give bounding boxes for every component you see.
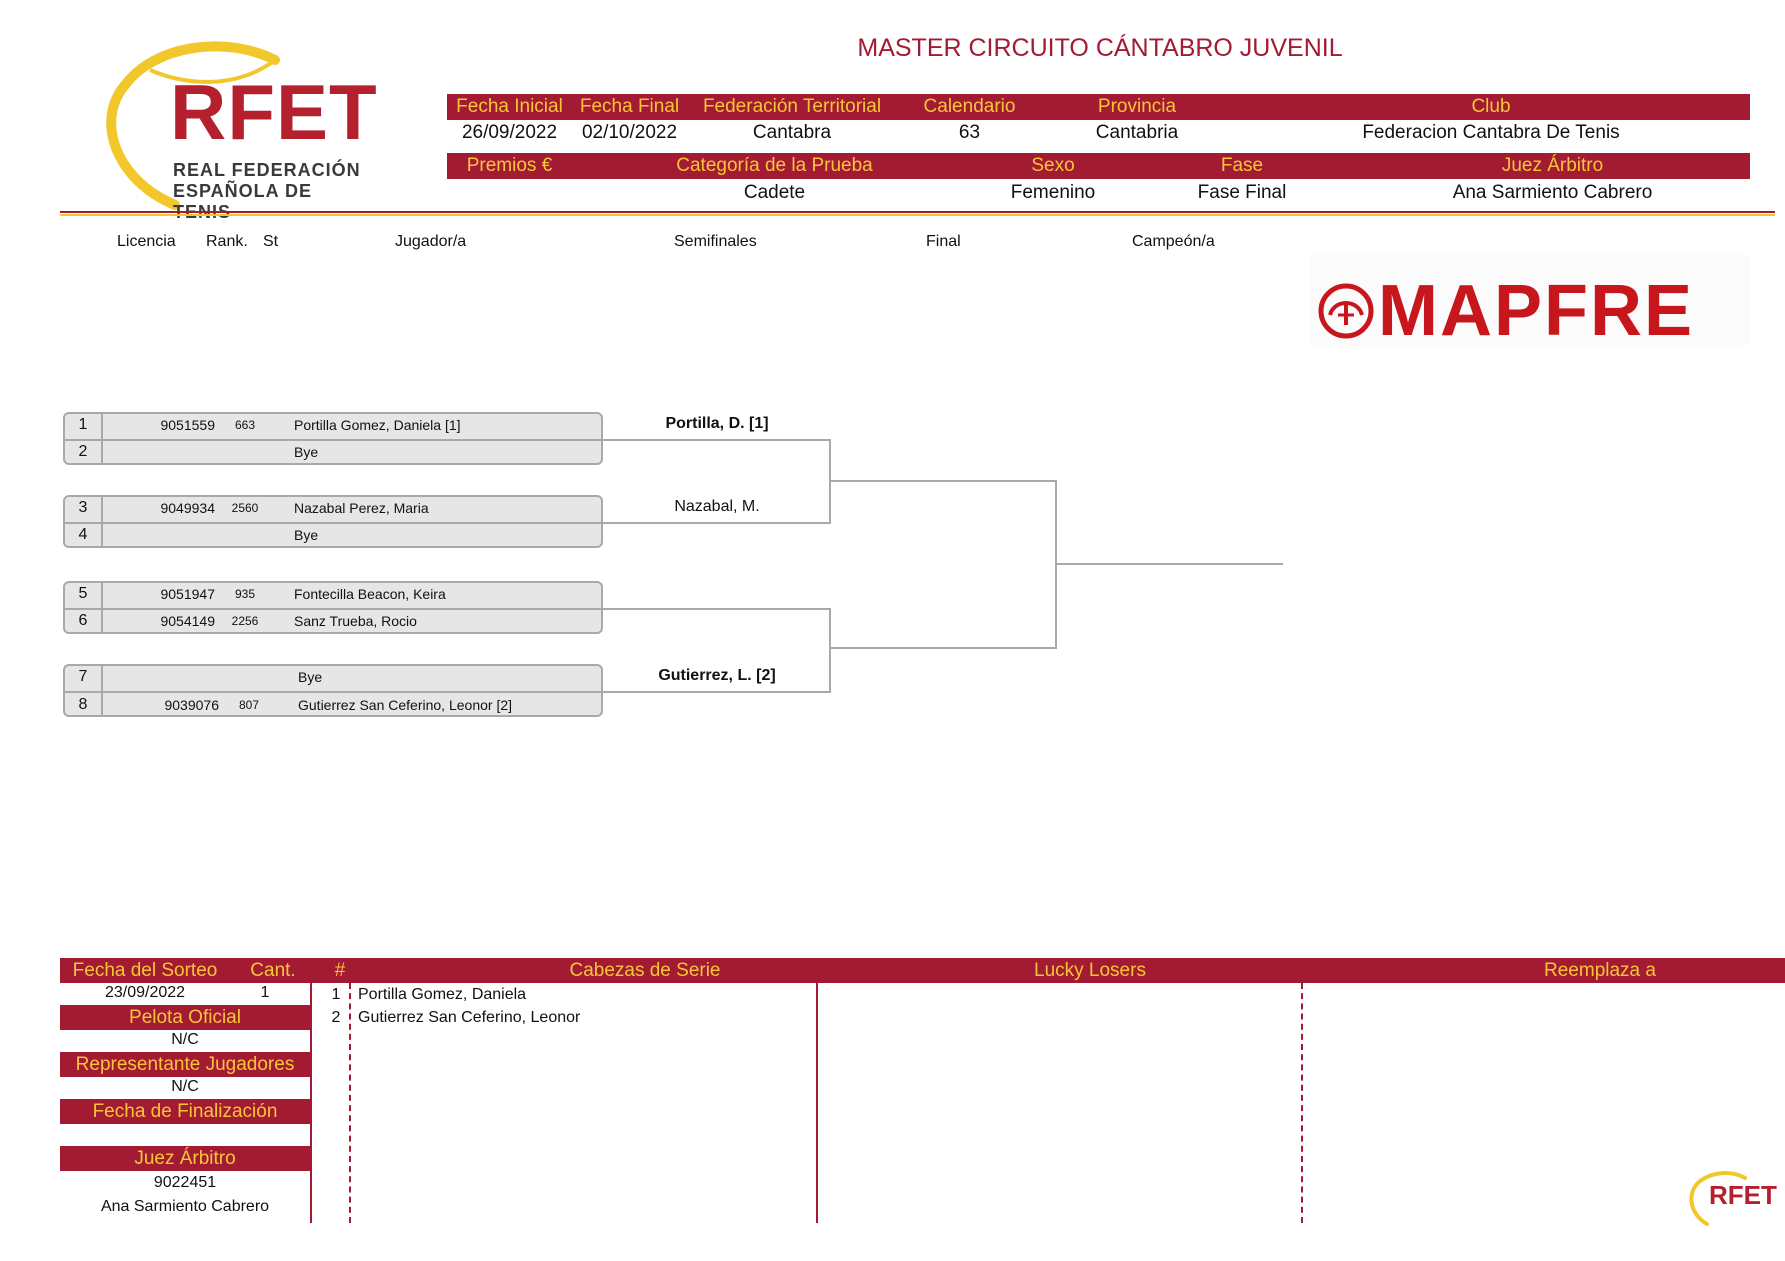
bracket-line xyxy=(603,608,831,610)
label-reemplaza: Reemplaza a xyxy=(1544,960,1656,981)
draw-rank: 2560 xyxy=(231,501,259,515)
draw-rank: 2256 xyxy=(231,614,259,628)
value-premios xyxy=(447,180,572,206)
bracket-line xyxy=(603,439,831,441)
draw-row xyxy=(63,609,603,633)
draw-licencia: 9051559 xyxy=(160,417,215,433)
header-row1-bar xyxy=(447,94,1750,120)
label-provincia: Provincia xyxy=(1097,96,1177,117)
mapfre-logo xyxy=(1310,255,1750,351)
bracket-line xyxy=(829,647,1057,649)
draw-num: 2 xyxy=(78,443,88,460)
rfet-line1: REAL FEDERACIÓN xyxy=(173,160,361,180)
value-club: Federacion Cantabra De Tenis xyxy=(1362,122,1620,143)
value-pelota: N/C xyxy=(171,1031,199,1048)
rfet-small-letters: RFET xyxy=(1709,1180,1777,1210)
draw-row xyxy=(63,496,603,520)
page-title: MASTER CIRCUITO CÁNTABRO JUVENIL xyxy=(857,34,1343,62)
header-row2-values xyxy=(447,180,1750,208)
value-representante: N/C xyxy=(171,1078,199,1095)
rfet-line2: ESPAÑOLA DE xyxy=(173,181,313,201)
label-federacion: Federación Territorial xyxy=(702,96,882,117)
value-fecha-final: 02/10/2022 xyxy=(581,122,678,143)
draw-row xyxy=(63,523,603,547)
draw-licencia: 9049934 xyxy=(160,500,215,516)
value-juez: Ana Sarmiento Cabrero xyxy=(1452,182,1653,203)
label-cant: Cant. xyxy=(250,960,296,981)
bracket-line xyxy=(603,691,831,693)
draw-num: 4 xyxy=(78,526,88,543)
draw-player-name: Bye xyxy=(294,527,319,543)
bracket-line xyxy=(829,480,1057,482)
draw-num: 7 xyxy=(78,668,88,685)
value-provincia: Cantabria xyxy=(1095,122,1179,143)
label-sexo: Sexo xyxy=(1031,155,1075,176)
label-hash: # xyxy=(334,960,346,981)
bottom-sep-mid xyxy=(816,983,818,1223)
value-calendario: 63 xyxy=(958,122,981,143)
rfet-small-logo xyxy=(1685,1168,1775,1228)
value-categoria: Cadete xyxy=(743,182,806,203)
col-semifinales: Semifinales xyxy=(674,233,757,250)
draw-rank: 663 xyxy=(234,418,256,432)
draw-rank: 807 xyxy=(238,698,260,712)
draw-player-name: Bye xyxy=(294,444,319,460)
draw-row xyxy=(63,582,603,606)
header-row1-values xyxy=(447,120,1750,148)
draw-player-name: Nazabal Perez, Maria xyxy=(294,500,429,516)
label-fase: Fase xyxy=(1220,155,1264,176)
draw-rank: 935 xyxy=(234,587,256,601)
col-jugador: Jugador/a xyxy=(395,233,467,250)
draw-row xyxy=(63,413,603,437)
draw-player-name: Fontecilla Beacon, Keira xyxy=(294,586,446,602)
seed-name: Portilla Gomez, Daniela xyxy=(358,986,527,1003)
col-campeon: Campeón/a xyxy=(1132,233,1215,250)
label-cabezas: Cabezas de Serie xyxy=(569,960,721,981)
label-representante: Representante Jugadores xyxy=(60,1052,310,1077)
label-fecha-final: Fecha Final xyxy=(579,96,680,117)
label-fecha-inicial: Fecha Inicial xyxy=(456,96,563,117)
seed-name: Gutierrez San Ceferino, Leonor xyxy=(358,1009,581,1026)
value-fecha-sorteo: 23/09/2022 xyxy=(104,984,186,1001)
draw-num: 1 xyxy=(78,416,88,433)
label-premios: Premios € xyxy=(466,155,553,176)
semifinal-player: Nazabal, M. xyxy=(674,498,760,515)
draw-licencia: 9039076 xyxy=(164,697,219,713)
draw-player-name: Gutierrez San Ceferino, Leonor [2] xyxy=(298,697,513,713)
label-categoria: Categoría de la Prueba xyxy=(676,155,873,176)
mapfre-emblem-icon xyxy=(1316,281,1376,341)
value-federacion: Cantabra xyxy=(752,122,832,143)
draw-row xyxy=(63,440,603,464)
draw-num: 6 xyxy=(78,612,88,629)
draw-player-name: Portilla Gomez, Daniela [1] xyxy=(294,417,461,433)
bracket-line xyxy=(829,608,831,693)
value-juez-name: Ana Sarmiento Cabrero xyxy=(100,1198,270,1215)
bottom-header-bar xyxy=(60,958,1785,983)
draw-row xyxy=(63,665,603,689)
semifinal-player: Portilla, D. [1] xyxy=(665,415,769,432)
value-fecha-inicial: 26/09/2022 xyxy=(461,122,558,143)
label-juez-bottom: Juez Árbitro xyxy=(60,1146,310,1171)
draw-player-name: Sanz Trueba, Rocio xyxy=(294,613,417,629)
col-licencia: Licencia xyxy=(117,233,176,250)
label-fecha-sorteo: Fecha del Sorteo xyxy=(72,960,218,981)
rfet-logo xyxy=(95,30,378,210)
col-rank: Rank. xyxy=(206,233,248,250)
label-lucky: Lucky Losers xyxy=(1034,960,1146,981)
label-juez: Juez Árbitro xyxy=(1501,155,1604,176)
label-calendario: Calendario xyxy=(923,96,1016,117)
header-separator-maroon xyxy=(60,211,1775,213)
draw-player-name: Bye xyxy=(298,669,323,685)
seed-num: 2 xyxy=(331,1009,341,1026)
bracket-line xyxy=(603,522,831,524)
draw-num: 5 xyxy=(78,585,88,602)
col-final: Final xyxy=(926,233,961,250)
draw-num: 3 xyxy=(78,499,88,516)
draw-row xyxy=(63,693,603,717)
label-finalizacion: Fecha de Finalización xyxy=(60,1099,310,1124)
draw-num: 8 xyxy=(78,696,88,713)
rfet-letters: RFET xyxy=(170,68,378,156)
value-fase: Fase Final xyxy=(1197,182,1287,203)
mapfre-text: MAPFRE xyxy=(1378,271,1694,351)
col-st: St xyxy=(263,233,279,250)
bottom-sep-left xyxy=(310,983,312,1223)
header-separator-gold xyxy=(60,214,1775,216)
seed-num: 1 xyxy=(331,986,341,1003)
label-pelota: Pelota Oficial xyxy=(60,1005,310,1030)
bottom-sep-dashed xyxy=(349,983,351,1223)
value-juez-id: 9022451 xyxy=(153,1174,217,1191)
label-club: Club xyxy=(1471,96,1511,117)
value-sexo: Femenino xyxy=(1010,182,1096,203)
draw-licencia: 9051947 xyxy=(160,586,215,602)
bracket-line xyxy=(1055,563,1283,565)
draw-licencia: 9054149 xyxy=(160,613,215,629)
value-cant: 1 xyxy=(260,984,270,1001)
semifinal-player: Gutierrez, L. [2] xyxy=(658,667,776,684)
header-row2-bar xyxy=(447,153,1750,179)
bottom-sep-dashed xyxy=(1301,983,1303,1223)
